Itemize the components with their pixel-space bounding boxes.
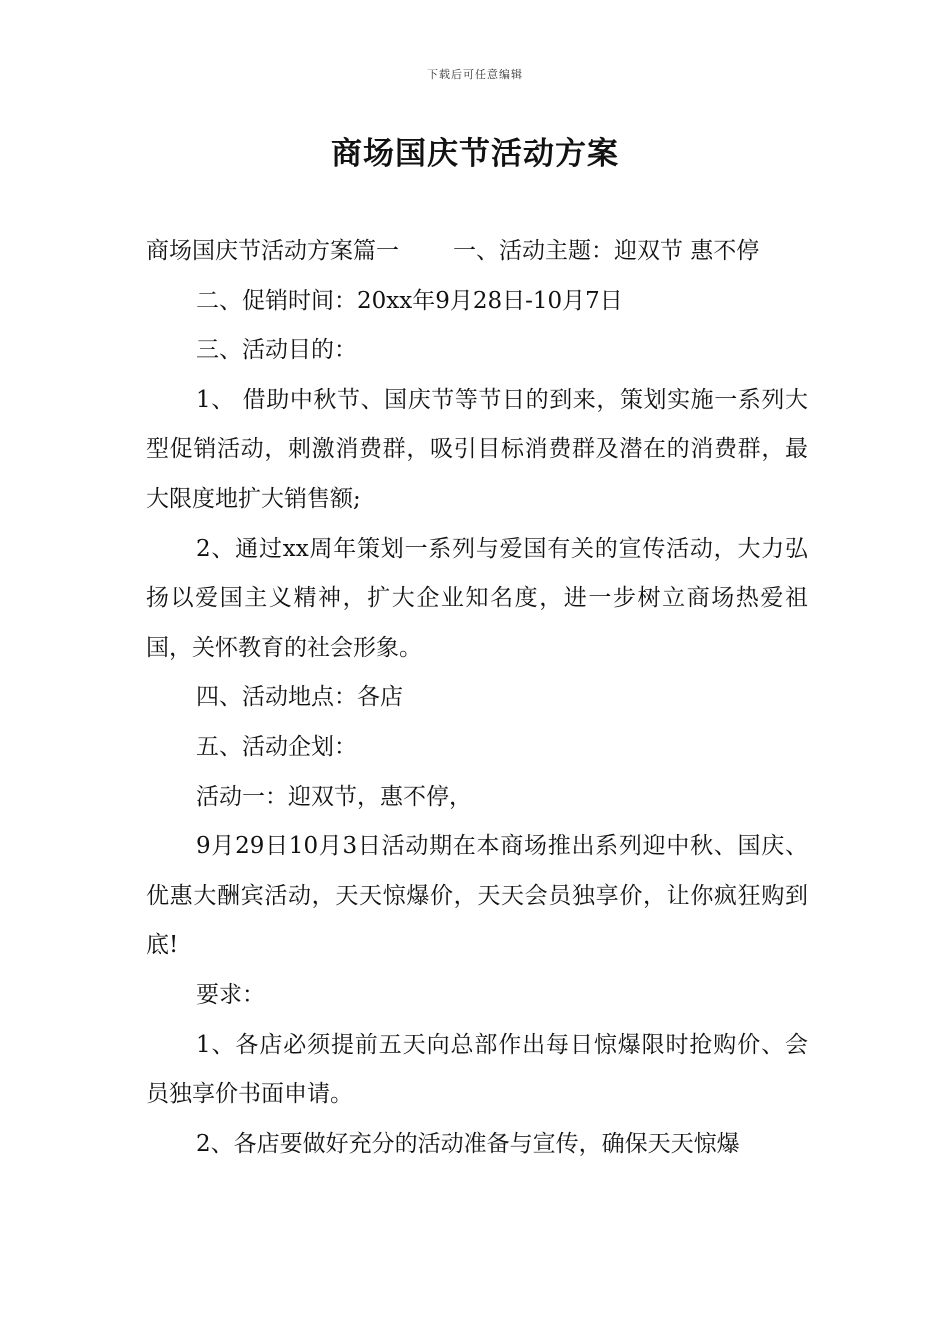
activity-theme: 一、活动主题：迎双节 惠不停: [453, 238, 760, 264]
document-body: [146, 227, 808, 1169]
paragraph: 五、活动企划：: [196, 733, 357, 760]
header-note: 下载后可任意编辑: [427, 68, 523, 81]
paragraph: 9月29日10月3日活动期在本商场推出系列迎中秋、国庆、优惠大酬宾活动，天天惊爆价，天天会员独享价，让你疯狂购到底!: [146, 833, 808, 959]
document-title: 商场国庆节活动方案: [331, 136, 619, 172]
paragraph: 二、促销时间：20xx年9月28日-10月7日: [196, 287, 623, 314]
paragraph: 要求：: [196, 981, 265, 1008]
paragraph-intro: [146, 227, 808, 277]
paragraph: 2、各店要做好充分的活动准备与宣传，确保天天惊爆: [196, 1130, 740, 1157]
paragraph: 1、 借助中秋节、国庆节等节日的到来，策划实施一系列大型促销活动，刺激消费群，吸引目标消费群及潜在的消费群，最大限度地扩大销售额;: [146, 386, 808, 512]
paragraph: 三、活动目的：: [196, 337, 357, 364]
paragraph: 活动一：迎双节，惠不停，: [196, 783, 472, 810]
paragraph: 2、通过xx周年策划一系列与爱国有关的宣传活动，大力弘扬以爱国主义精神，扩大企业知名度，进一步树立商场热爱祖国，关怀教育的社会形象。: [146, 535, 808, 661]
paragraph: 四、活动地点：各店: [196, 684, 403, 711]
section-heading: 商场国庆节活动方案篇一: [146, 238, 399, 264]
paragraph: 1、各店必须提前五天向总部作出每日惊爆限时抢购价、会员独享价书面申请。: [146, 1031, 808, 1108]
